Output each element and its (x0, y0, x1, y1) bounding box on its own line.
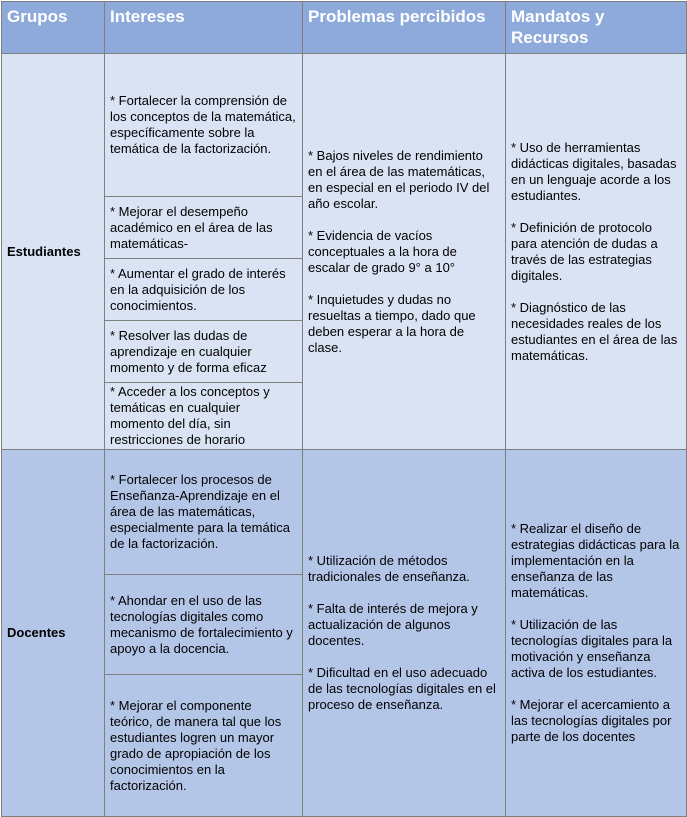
estudiantes-mandato-3: * Diagnóstico de las necesidades reales de los estudiantes en el área de las matemáticas. (511, 299, 678, 363)
estudiantes-interes-5: * Acceder a los conceptos y temáticas en cualquier momento del día, sin restricciones de horario (105, 383, 303, 450)
estudiantes-problemas-cell (303, 54, 506, 450)
docentes-mandato-2: * Utilización de las tecnologías digitales para la motivación y enseñanza activa de los estudiantes. (511, 617, 673, 680)
estudiantes-interes-1: * Fortalecer la comprensión de los conceptos de la matemática, específicamente sobre la temática de la factorización. (105, 54, 303, 197)
header-problemas: Problemas percibidos (303, 2, 506, 54)
estudiantes-mandatos-cell (506, 54, 687, 450)
header-grupos: Grupos (2, 2, 105, 54)
estudiantes-problema-3: * Inquietudes y dudas no resueltas a tiempo, dado que deben esperar a la hora de clase. (308, 291, 476, 355)
docentes-mandatos-cell (506, 450, 687, 817)
header-mandatos: Mandatos y Recursos (506, 2, 687, 54)
docentes-problemas-cell (303, 450, 506, 817)
header-intereses: Intereses (105, 2, 303, 54)
docentes-problema-3: * Dificultad en el uso adecuado de las tecnologías digitales en el proceso de enseñanza. (308, 665, 496, 712)
group-docentes: Docentes (2, 450, 105, 817)
header-row (2, 2, 687, 54)
docentes-interes-1: * Fortalecer los procesos de Enseñanza-Aprendizaje en el área de las matemáticas, especialmente para la temática de la factorización. (105, 450, 303, 575)
docentes-mandato-3: * Mejorar el acercamiento a las tecnologías digitales por parte de los docentes (511, 697, 672, 744)
group-estudiantes: Estudiantes (2, 54, 105, 450)
estudiantes-mandato-1: * Uso de herramientas didácticas digitales, basadas en un lenguaje acorde a los estudiantes. (511, 139, 677, 203)
stakeholder-matrix-table (1, 1, 687, 817)
docentes-row (2, 450, 687, 575)
estudiantes-row (2, 54, 687, 197)
estudiantes-mandato-2: * Definición de protocolo para atención de dudas a través de las estrategias digitales. (511, 219, 658, 283)
estudiantes-problema-2: * Evidencia de vacíos conceptuales a la hora de escalar de grado 9° a 10° (308, 227, 457, 275)
estudiantes-problema-1: * Bajos niveles de rendimiento en el área de las matemáticas, en especial en el periodo IV del año escolar. (308, 147, 490, 211)
docentes-interes-2: * Ahondar en el uso de las tecnologías digitales como mecanismo de fortalecimiento y apoyo a la docencia. (105, 575, 303, 675)
docentes-interes-3: * Mejorar el componente teórico, de manera tal que los estudiantes logren un mayor grado de apropiación de los conocimientos en la factorización. (105, 675, 303, 817)
estudiantes-interes-2: * Mejorar el desempeño académico en el área de las matemáticas- (105, 197, 303, 259)
estudiantes-interes-3: * Aumentar el grado de interés en la adquisición de los conocimientos. (105, 259, 303, 321)
docentes-problema-1: * Utilización de métodos tradicionales de enseñanza. (308, 553, 470, 584)
estudiantes-interes-4: * Resolver las dudas de aprendizaje en cualquier momento y de forma eficaz (105, 321, 303, 383)
docentes-mandato-1: * Realizar el diseño de estrategias didácticas para la implementación en la enseñanza de las matemáticas. (511, 521, 680, 600)
docentes-problema-2: * Falta de interés de mejora y actualización de algunos docentes. (308, 601, 478, 648)
